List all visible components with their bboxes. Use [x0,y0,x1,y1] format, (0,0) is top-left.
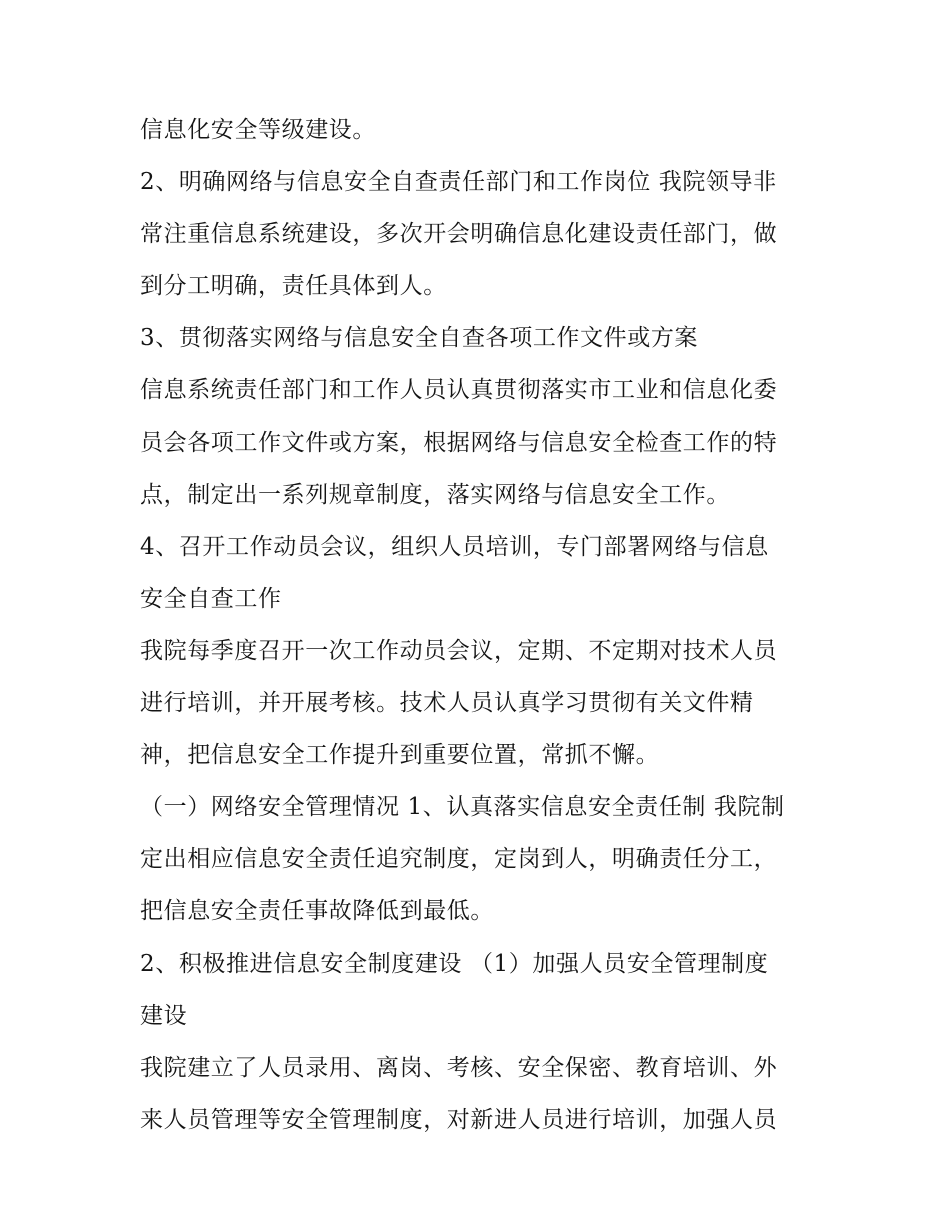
text-line: 安全自查工作 [140,585,282,612]
text-line: 3、贯彻落实网络与信息安全自查各项工作文件或方案 [140,325,699,352]
text-line: 定出相应信息安全责任追究制度，定岗到人，明确责任分工， [140,846,778,873]
body-text [140,104,820,1146]
text-line: 点，制定出一系列规章制度，落实网络与信息安全工作。 [140,481,730,508]
text-line: 常注重信息系统建设，多次开会明确信息化建设责任部门，做 [140,221,778,248]
text-line: 把信息安全责任事故降低到最低。 [140,898,494,925]
text-line: 建设 [140,1002,188,1029]
text-line: 到分工明确，责任具体到人。 [140,273,447,300]
text-line: 4、召开工作动员会议，组织人员培训，专门部署网络与信息 [140,533,769,560]
text-line: 我院建立了人员录用、离岗、考核、安全保密、教育培训、外 [140,1054,778,1081]
text-line: 2、明确网络与信息安全自查责任部门和工作岗位 我院领导非 [140,169,777,196]
text-line: 信息化安全等级建设。 [140,117,376,143]
text-line: 信息系统责任部门和工作人员认真贯彻落实市工业和信息化委 [140,377,778,404]
text-line: 我院每季度召开一次工作动员会议，定期、不定期对技术人员 [140,637,778,664]
text-line: 神，把信息安全工作提升到重要位置，常抓不懈。 [140,742,660,769]
text-line: 员会各项工作文件或方案，根据网络与信息安全检查工作的特 [140,429,778,456]
text-line: 来人员管理等安全管理制度，对新进人员进行培训，加强人员 [140,1106,778,1133]
text-line: 进行培训，并开展考核。技术人员认真学习贯彻有关文件精 [140,690,754,717]
text-line: 2、积极推进信息安全制度建设 （1）加强人员安全管理制度 [140,950,769,977]
text-line: （一）网络安全管理情况 1、认真落实信息安全责任制 我院制 [140,794,785,821]
